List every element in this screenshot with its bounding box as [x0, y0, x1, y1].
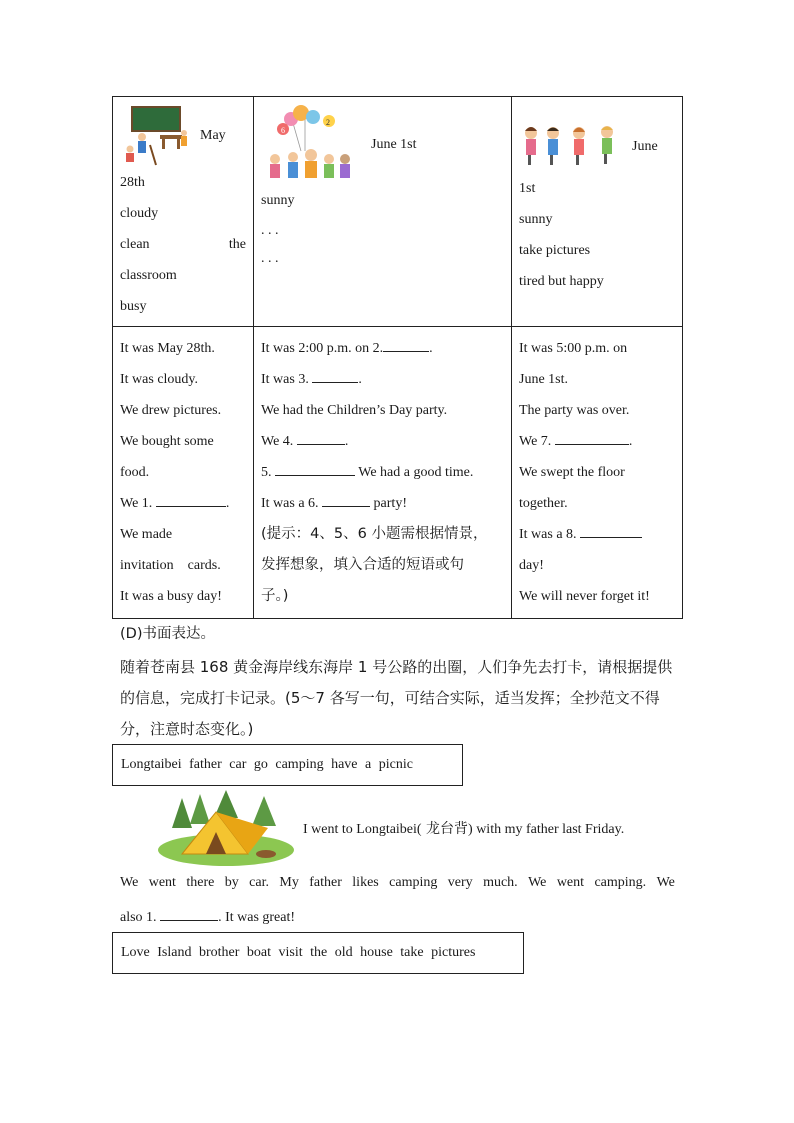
sentence: June 1st. [519, 372, 568, 387]
sentence: food. [120, 465, 150, 480]
cleaning-picture-row [120, 103, 246, 167]
ellipsis-2: . . . [261, 251, 279, 266]
table-row-sentences [113, 327, 683, 619]
word: car. [249, 875, 269, 890]
sentence-text: . [344, 434, 349, 449]
sentence-text: party! [370, 496, 407, 511]
answer-blank-2[interactable] [383, 337, 429, 352]
sentence-text: cards. [187, 558, 221, 573]
intro-text: I went to Longtaibei( [303, 822, 422, 837]
sentence-text: . [358, 372, 362, 387]
diary-body-line-1 [120, 875, 675, 891]
cell-may-28-info [113, 97, 254, 327]
sentence-invitation-cards [120, 550, 246, 581]
svg-text:6: 6 [281, 126, 285, 135]
hint-line-1: (提示：4、5、6 小题需根据情景， [261, 526, 488, 542]
intro-chinese-place: 龙台背 [421, 821, 469, 837]
answer-blank-4[interactable] [297, 430, 345, 445]
sentence-text: It was 3. [261, 372, 313, 387]
sentence-text: It was a 6. [261, 496, 323, 511]
sentence-text: We 7. [519, 434, 555, 449]
date-june-1st: June 1st [371, 136, 417, 152]
party-picture-row [261, 103, 504, 185]
sentence: It was cloudy. [120, 372, 199, 387]
diary-intro-sentence [303, 818, 624, 838]
sentence: The party was over. [519, 403, 630, 418]
feeling-tired-happy: tired but happy [519, 274, 604, 289]
activity-word-the: the [228, 237, 246, 252]
ellipsis-1: . . . [261, 223, 279, 238]
cell-june-1-after-sentences [512, 327, 683, 619]
word: camping. [594, 875, 647, 890]
sentence: We swept the floor [519, 465, 625, 480]
word: My [279, 875, 299, 890]
answer-blank-5[interactable] [275, 461, 355, 476]
sentence-blank-7 [519, 426, 675, 457]
sentence-blank-5 [261, 457, 504, 488]
diary-body-line-2 [120, 906, 295, 926]
activity-clean-the [120, 229, 246, 260]
sentence: We bought some [120, 434, 214, 449]
feeling-busy: busy [120, 299, 147, 314]
hint-line-3: 子。) [261, 588, 289, 604]
kids-picture-row [519, 123, 675, 169]
sentence: It was May 28th. [120, 341, 215, 356]
cell-june-1-photo-info [512, 97, 683, 327]
activity-take-pictures: take pictures [519, 243, 591, 258]
date-28th: 28th [120, 175, 145, 190]
date-may: May [200, 127, 226, 143]
sentence: We will never forget it! [519, 589, 650, 604]
sentence-text: We had a good time. [355, 465, 474, 480]
sentence-text: invitation [120, 558, 174, 573]
sentence-text: . It was great! [218, 910, 296, 925]
svg-text:2: 2 [326, 118, 330, 127]
word: much. [483, 875, 518, 890]
classroom-cleaning-illustration [120, 103, 190, 167]
sentence-blank-8 [519, 519, 675, 550]
word: very [447, 875, 473, 890]
sentence-text: . [225, 496, 230, 511]
sentence: together. [519, 496, 568, 511]
sentence: We had the Children’s Day party. [261, 403, 448, 418]
date-1st: 1st [519, 181, 536, 196]
word: went [148, 875, 176, 890]
activity-word-clean: clean [120, 237, 150, 252]
intro-text: ) with my father last Friday. [468, 822, 625, 837]
sentence-text: It was a 8. [519, 527, 581, 542]
date-june: June [632, 138, 658, 154]
weather-sunny-2: sunny [519, 212, 553, 227]
word: father [309, 875, 342, 890]
section-heading: (D)书面表达。 [120, 626, 215, 642]
cell-june-1-party-info [254, 97, 512, 327]
children-photo-illustration [519, 123, 624, 169]
sentence-text: We 4. [261, 434, 297, 449]
sentence: We made [120, 527, 173, 542]
keyword-box-1: Longtaibei father car go camping have a picnic [112, 744, 463, 786]
cell-may-28-sentences [113, 327, 254, 619]
sentence-blank-6 [261, 488, 504, 519]
word: We [656, 875, 675, 890]
keyword-box-2: Love Island brother boat visit the old house take pictures [112, 932, 524, 974]
sentence-blank-2 [261, 333, 504, 364]
sentence-text: also 1. [120, 910, 161, 925]
word: We [528, 875, 547, 890]
diary-table [112, 96, 683, 619]
instructions-paragraph: 随着苍南县 168 黄金海岸线东海岸 1 号公路的出圈，人们争先去打卡，请根据提供的信息，完成打卡记录。(5～7 各写一句，可结合实际，适当发挥；全抄范文不得分，注意时态变化。) [120, 658, 673, 738]
word: We [120, 875, 139, 890]
answer-blank-8[interactable] [580, 523, 642, 538]
camping-tent-illustration [156, 788, 296, 868]
answer-blank-1[interactable] [156, 492, 226, 507]
sentence: It was a busy day! [120, 589, 222, 604]
sentence-text: We 1. [120, 496, 156, 511]
sentence-blank-1 [120, 488, 246, 519]
answer-blank-7[interactable] [555, 430, 629, 445]
activity-classroom: classroom [120, 268, 177, 283]
weather-sunny: sunny [261, 193, 295, 208]
word: there [186, 875, 215, 890]
sentence: It was 5:00 p.m. on [519, 341, 628, 356]
sentence-text: It was 2:00 p.m. on 2. [261, 341, 384, 356]
sentence-blank-3 [261, 364, 504, 395]
word: likes [352, 875, 379, 890]
sentence-text: . [628, 434, 633, 449]
answer-blank-3[interactable] [312, 368, 358, 383]
sentence-text: . [429, 341, 433, 356]
children-party-illustration [261, 103, 361, 185]
table-row-pictures [113, 97, 683, 327]
sentence: We drew pictures. [120, 403, 222, 418]
answer-blank-6[interactable] [322, 492, 370, 507]
word: went [556, 875, 585, 890]
sentence: day! [519, 558, 544, 573]
hint-line-2: 发挥想象，填入合适的短语或句 [261, 557, 464, 573]
cell-june-1-party-sentences [254, 327, 512, 619]
weather-cloudy: cloudy [120, 206, 159, 221]
answer-blank-writing-1[interactable] [160, 906, 218, 921]
word: by [224, 875, 239, 890]
sentence-text: 5. [261, 465, 275, 480]
sentence-blank-4 [261, 426, 504, 457]
word: camping [389, 875, 438, 890]
